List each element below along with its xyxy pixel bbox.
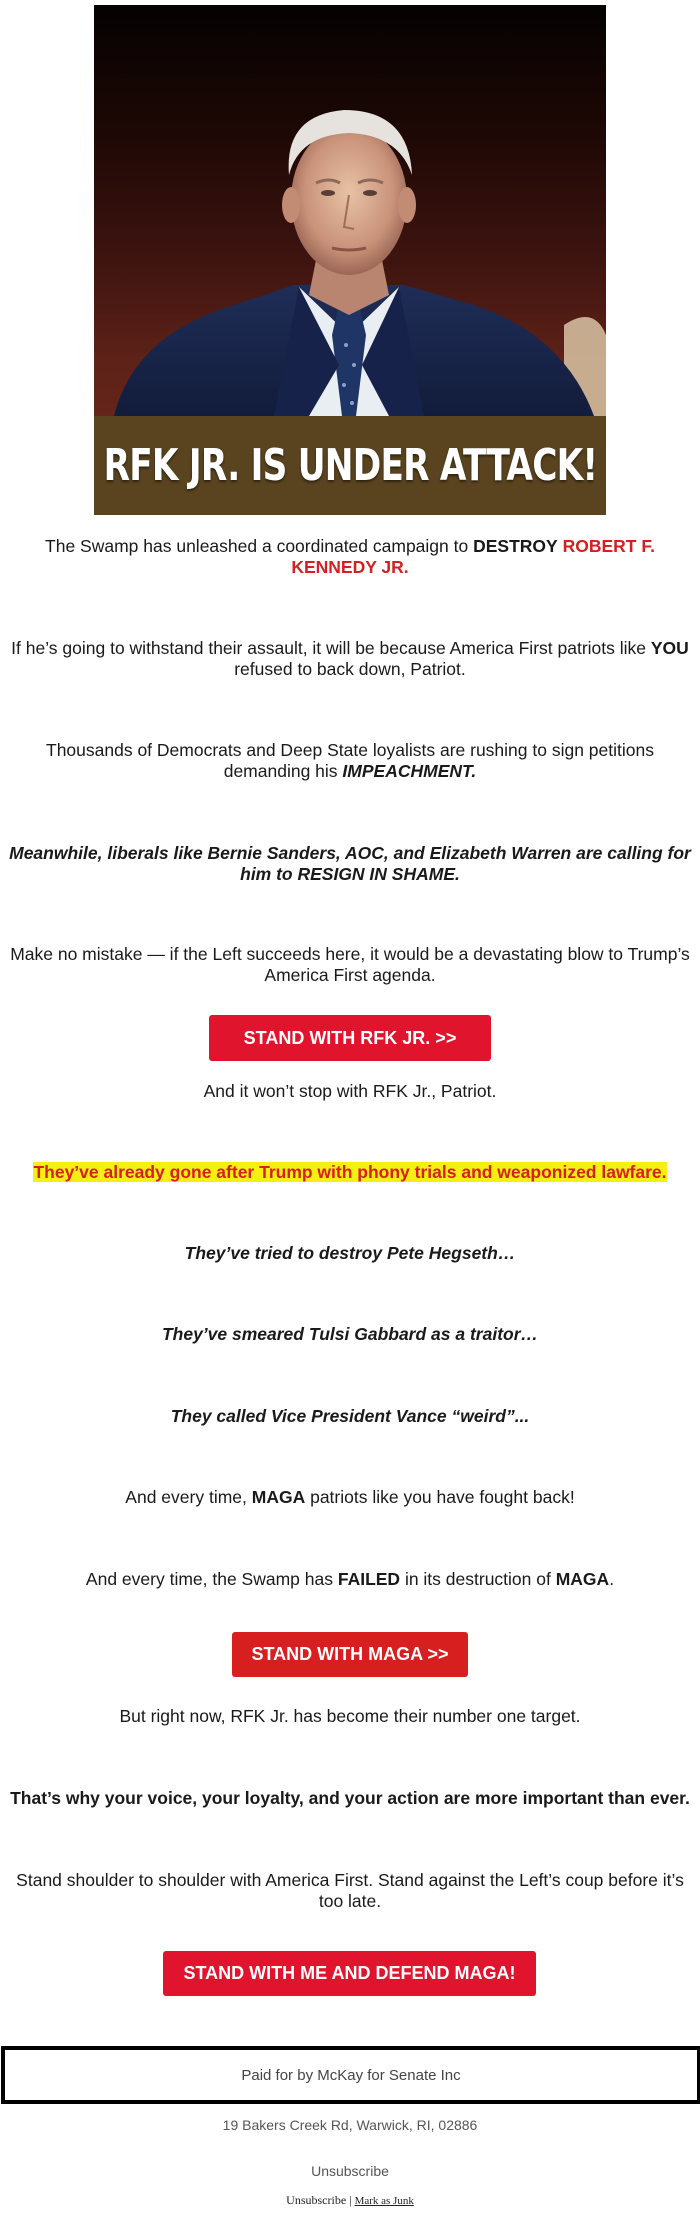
p1-bold: DESTROY bbox=[473, 536, 558, 556]
p12-text2: in its destruction of bbox=[400, 1569, 556, 1589]
p12-text: And every time, the Swamp has bbox=[85, 1569, 338, 1589]
paid-for-box bbox=[1, 2046, 700, 2104]
paragraph-10: They called Vice President Vance “weird”... bbox=[170, 1406, 530, 1426]
portrait-illustration bbox=[94, 5, 606, 416]
paragraph-3 bbox=[8, 740, 692, 782]
p11-bold: MAGA bbox=[251, 1487, 306, 1507]
paragraph-15: Stand shoulder to shoulder with America First. Stand against the Left’s coup before it’s too late. bbox=[16, 1870, 684, 1911]
p1-name: ROBERT F. KENNEDY JR. bbox=[291, 536, 655, 577]
paid-for-text: Paid for by McKay for Senate Inc bbox=[241, 2066, 461, 2084]
p1-text: The Swamp has unleashed a coordinated campaign to bbox=[45, 536, 474, 556]
paragraph-11 bbox=[8, 1487, 692, 1508]
hero-banner bbox=[94, 416, 606, 515]
hero-image bbox=[94, 5, 606, 515]
hero-banner-text: RFK JR. IS UNDER ATTACK! bbox=[103, 440, 597, 491]
p3-text: Thousands of Democrats and Deep State loyalists are rushing to sign petitions demanding his bbox=[46, 740, 654, 781]
paragraph-8: They’ve tried to destroy Pete Hegseth… bbox=[184, 1243, 516, 1263]
p2-bold: YOU bbox=[650, 638, 689, 658]
footer-links bbox=[0, 2193, 700, 2208]
paragraph-4: Meanwhile, liberals like Bernie Sanders, AOC, and Elizabeth Warren are calling for him to RESIGN IN SHAME. bbox=[9, 843, 691, 884]
p2-text: If he’s going to withstand their assault, it will be because America First patriots like bbox=[11, 638, 651, 658]
link-separator: | bbox=[349, 2193, 352, 2207]
paragraph-13: But right now, RFK Jr. has become their number one target. bbox=[119, 1706, 581, 1726]
p2-text2: refused to back down, Patriot. bbox=[234, 659, 466, 679]
paragraph-9: They’ve smeared Tulsi Gabbard as a traitor… bbox=[161, 1324, 539, 1344]
p12-bold2: MAGA bbox=[555, 1569, 610, 1589]
p12-bold: FAILED bbox=[337, 1569, 401, 1589]
p3-bold-italic: IMPEACHMENT. bbox=[342, 761, 477, 781]
stand-with-maga-button[interactable]: STAND WITH MAGA >> bbox=[232, 1632, 468, 1677]
stand-with-rfk-button[interactable]: STAND WITH RFK JR. >> bbox=[209, 1015, 491, 1061]
paragraph-5: Make no mistake — if the Left succeeds here, it would be a devastating blow to Trump’s America First agenda. bbox=[10, 944, 690, 985]
highlighted-text: They’ve already gone after Trump with phony trials and weaponized lawfare. bbox=[33, 1162, 667, 1182]
unsubscribe-link[interactable]: Unsubscribe bbox=[311, 2163, 389, 2179]
paragraph-6: And it won’t stop with RFK Jr., Patriot. bbox=[203, 1081, 497, 1101]
paragraph-7 bbox=[8, 1162, 692, 1183]
address: 19 Bakers Creek Rd, Warwick, RI, 02886 bbox=[222, 2117, 478, 2133]
unsubscribe-small-link[interactable]: Unsubscribe bbox=[286, 2193, 347, 2207]
paragraph-14: That’s why your voice, your loyalty, and your action are more important than ever. bbox=[10, 1788, 690, 1808]
paragraph-12 bbox=[8, 1569, 692, 1590]
p12-text3: . bbox=[609, 1569, 615, 1589]
p11-text: And every time, bbox=[125, 1487, 252, 1507]
defend-maga-button[interactable]: STAND WITH ME AND DEFEND MAGA! bbox=[163, 1951, 536, 1996]
p11-text2: patriots like you have fought back! bbox=[305, 1487, 575, 1507]
mark-as-junk-link[interactable]: Mark as Junk bbox=[354, 2195, 414, 2207]
paragraph-2 bbox=[8, 638, 692, 680]
paragraph-1 bbox=[8, 536, 692, 578]
